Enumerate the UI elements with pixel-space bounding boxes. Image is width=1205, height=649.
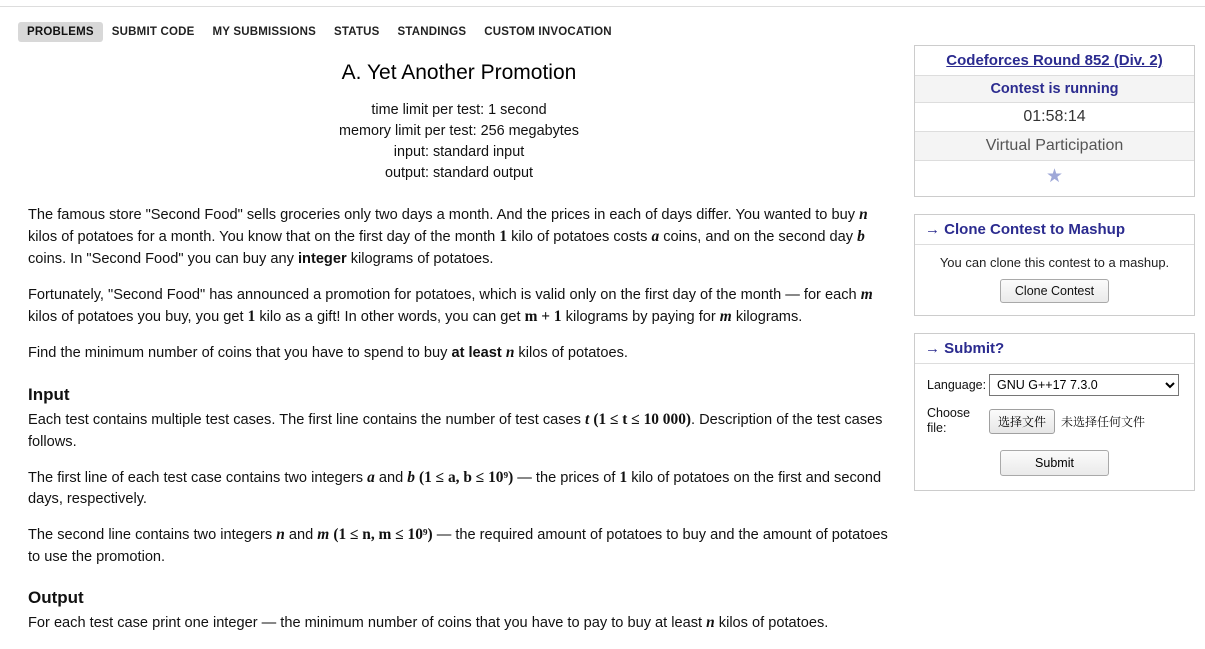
clone-contest-button[interactable]: Clone Contest xyxy=(1000,279,1109,303)
text-segment: kilos of potatoes. xyxy=(714,615,829,632)
math-range-ab: (1 ≤ a, b ≤ 10⁹) xyxy=(419,468,514,486)
text-segment: and xyxy=(284,527,318,544)
choose-file-label: Choose file: xyxy=(927,406,971,435)
text-segment: kilograms of potatoes. xyxy=(346,250,494,267)
text-segment: Fortunately, "Second Food" has announced a promotion for potatoes, which is valid only on the first day of the month — for each xyxy=(28,286,861,303)
sidebar xyxy=(914,45,1195,508)
output-paragraph-1 xyxy=(28,612,890,634)
clone-contest-body xyxy=(915,245,1194,315)
text-segment: kilos of potatoes you buy, you get xyxy=(28,309,248,326)
output-spec: output: standard output xyxy=(384,165,534,182)
input-spec: input: standard input xyxy=(393,144,525,161)
text-segment: coins, and on the second day xyxy=(659,229,858,246)
output-heading: Output xyxy=(28,587,84,607)
nav-item-submit-code[interactable]: SUBMIT CODE xyxy=(111,26,195,38)
text-segment: kilo of potatoes on the first and second days, respectively. xyxy=(28,469,882,508)
language-row xyxy=(927,374,1182,396)
virtual-participation-label[interactable]: Virtual Participation xyxy=(915,132,1194,161)
text-segment: kilograms by paying for xyxy=(561,309,720,326)
contest-timer: 01:58:14 xyxy=(915,103,1194,132)
math-one: 1 xyxy=(247,308,256,326)
text-segment: coins. In "Second Food" you can buy any xyxy=(28,250,298,267)
input-heading: Input xyxy=(28,384,70,404)
text-segment: . Description of the test cases follows. xyxy=(28,412,883,450)
clone-contest-box xyxy=(914,214,1195,316)
text-segment: The second line contains two integers xyxy=(28,527,277,544)
math-a: a xyxy=(651,228,660,246)
math-n: n xyxy=(505,344,515,362)
math-one: 1 xyxy=(499,228,508,246)
file-status-text: 未选择任何文件 xyxy=(1061,414,1146,429)
contest-status: Contest is running xyxy=(915,76,1194,103)
math-a: a xyxy=(367,468,375,486)
text-segment: kilos of potatoes. xyxy=(514,345,628,362)
problem-paragraph-2 xyxy=(28,284,890,329)
math-range-t: (1 ≤ t ≤ 10 000) xyxy=(593,411,692,429)
math-range-nm: (1 ≤ n, m ≤ 10⁹) xyxy=(333,526,433,544)
submit-button[interactable]: Submit xyxy=(1000,450,1109,476)
emphasis-at-least: at least xyxy=(451,345,506,362)
clone-contest-header: → Clone Contest to Mashup xyxy=(915,215,1194,245)
text-segment: The famous store "Second Food" sells groceries only two days a month. And the prices in each of days differ. You wanted to buy xyxy=(28,206,860,223)
time-limit: time limit per test: 1 second xyxy=(371,102,547,119)
problem-statement xyxy=(28,58,890,649)
text-segment: Find the minimum number of coins that you have to spend to buy xyxy=(28,345,452,362)
contest-title-link[interactable]: Codeforces Round 852 (Div. 2) xyxy=(915,46,1194,76)
text-segment: — the prices of xyxy=(513,469,620,486)
language-select[interactable] xyxy=(989,374,1179,396)
text-segment: kilo of potatoes costs xyxy=(507,229,652,246)
nav-item-custom-invocation[interactable]: CUSTOM INVOCATION xyxy=(484,26,612,38)
math-t: t xyxy=(585,411,590,429)
input-paragraph-2 xyxy=(28,467,890,510)
favorite-row xyxy=(915,161,1194,196)
problem-paragraph-3 xyxy=(28,342,890,364)
problem-paragraph-1 xyxy=(28,204,890,270)
text-segment: The first line of each test case contains two integers xyxy=(28,469,368,486)
file-row xyxy=(927,406,1182,436)
problem-title: A. Yet Another Promotion xyxy=(341,61,577,84)
text-segment: — the required amount of potatoes to buy and the amount of potatoes to use the promotion. xyxy=(28,527,888,565)
math-m-plus-1: m + 1 xyxy=(524,308,562,326)
input-paragraph-1 xyxy=(28,409,890,452)
memory-limit: memory limit per test: 256 megabytes xyxy=(339,123,579,140)
input-paragraph-3 xyxy=(28,524,890,567)
main-nav xyxy=(18,22,621,42)
math-m: m xyxy=(317,526,330,544)
contest-box xyxy=(914,45,1195,197)
nav-item-status[interactable]: STATUS xyxy=(334,26,380,38)
clone-contest-description: You can clone this contest to a mashup. xyxy=(939,255,1170,270)
nav-item-problems[interactable]: PROBLEMS xyxy=(18,22,103,42)
top-divider xyxy=(0,6,1205,7)
submit-form xyxy=(915,364,1194,490)
math-one: 1 xyxy=(619,468,628,486)
submit-button-wrap xyxy=(927,446,1182,476)
math-n: n xyxy=(859,205,868,223)
math-b: b xyxy=(857,228,865,246)
text-segment: and xyxy=(374,469,408,486)
language-label: Language: xyxy=(927,377,987,392)
submit-header: → Submit? xyxy=(915,334,1194,364)
text-segment: Each test contains multiple test cases. The first line contains the number of test cases xyxy=(28,412,585,429)
file-input-group xyxy=(989,409,1145,434)
star-icon[interactable]: ★ xyxy=(1045,166,1064,187)
text-segment: kilo as a gift! In other words, you can get xyxy=(255,309,525,326)
math-m: m xyxy=(719,308,732,326)
choose-file-button[interactable]: 选择文件 xyxy=(989,409,1055,434)
nav-item-my-submissions[interactable]: MY SUBMISSIONS xyxy=(212,26,317,38)
problem-limits xyxy=(28,100,890,184)
math-m: m xyxy=(860,285,873,303)
math-b: b xyxy=(407,468,415,486)
text-segment: kilograms. xyxy=(731,309,803,326)
submit-box xyxy=(914,333,1195,491)
text-segment: For each test case print one integer — the minimum number of coins that you have to pay to buy at least xyxy=(28,615,707,632)
text-segment: kilos of potatoes for a month. You know that on the first day of the month xyxy=(28,229,500,246)
emphasis-integer: integer xyxy=(297,250,347,267)
nav-item-standings[interactable]: STANDINGS xyxy=(397,26,467,38)
math-n: n xyxy=(706,614,715,632)
math-n: n xyxy=(276,526,285,544)
